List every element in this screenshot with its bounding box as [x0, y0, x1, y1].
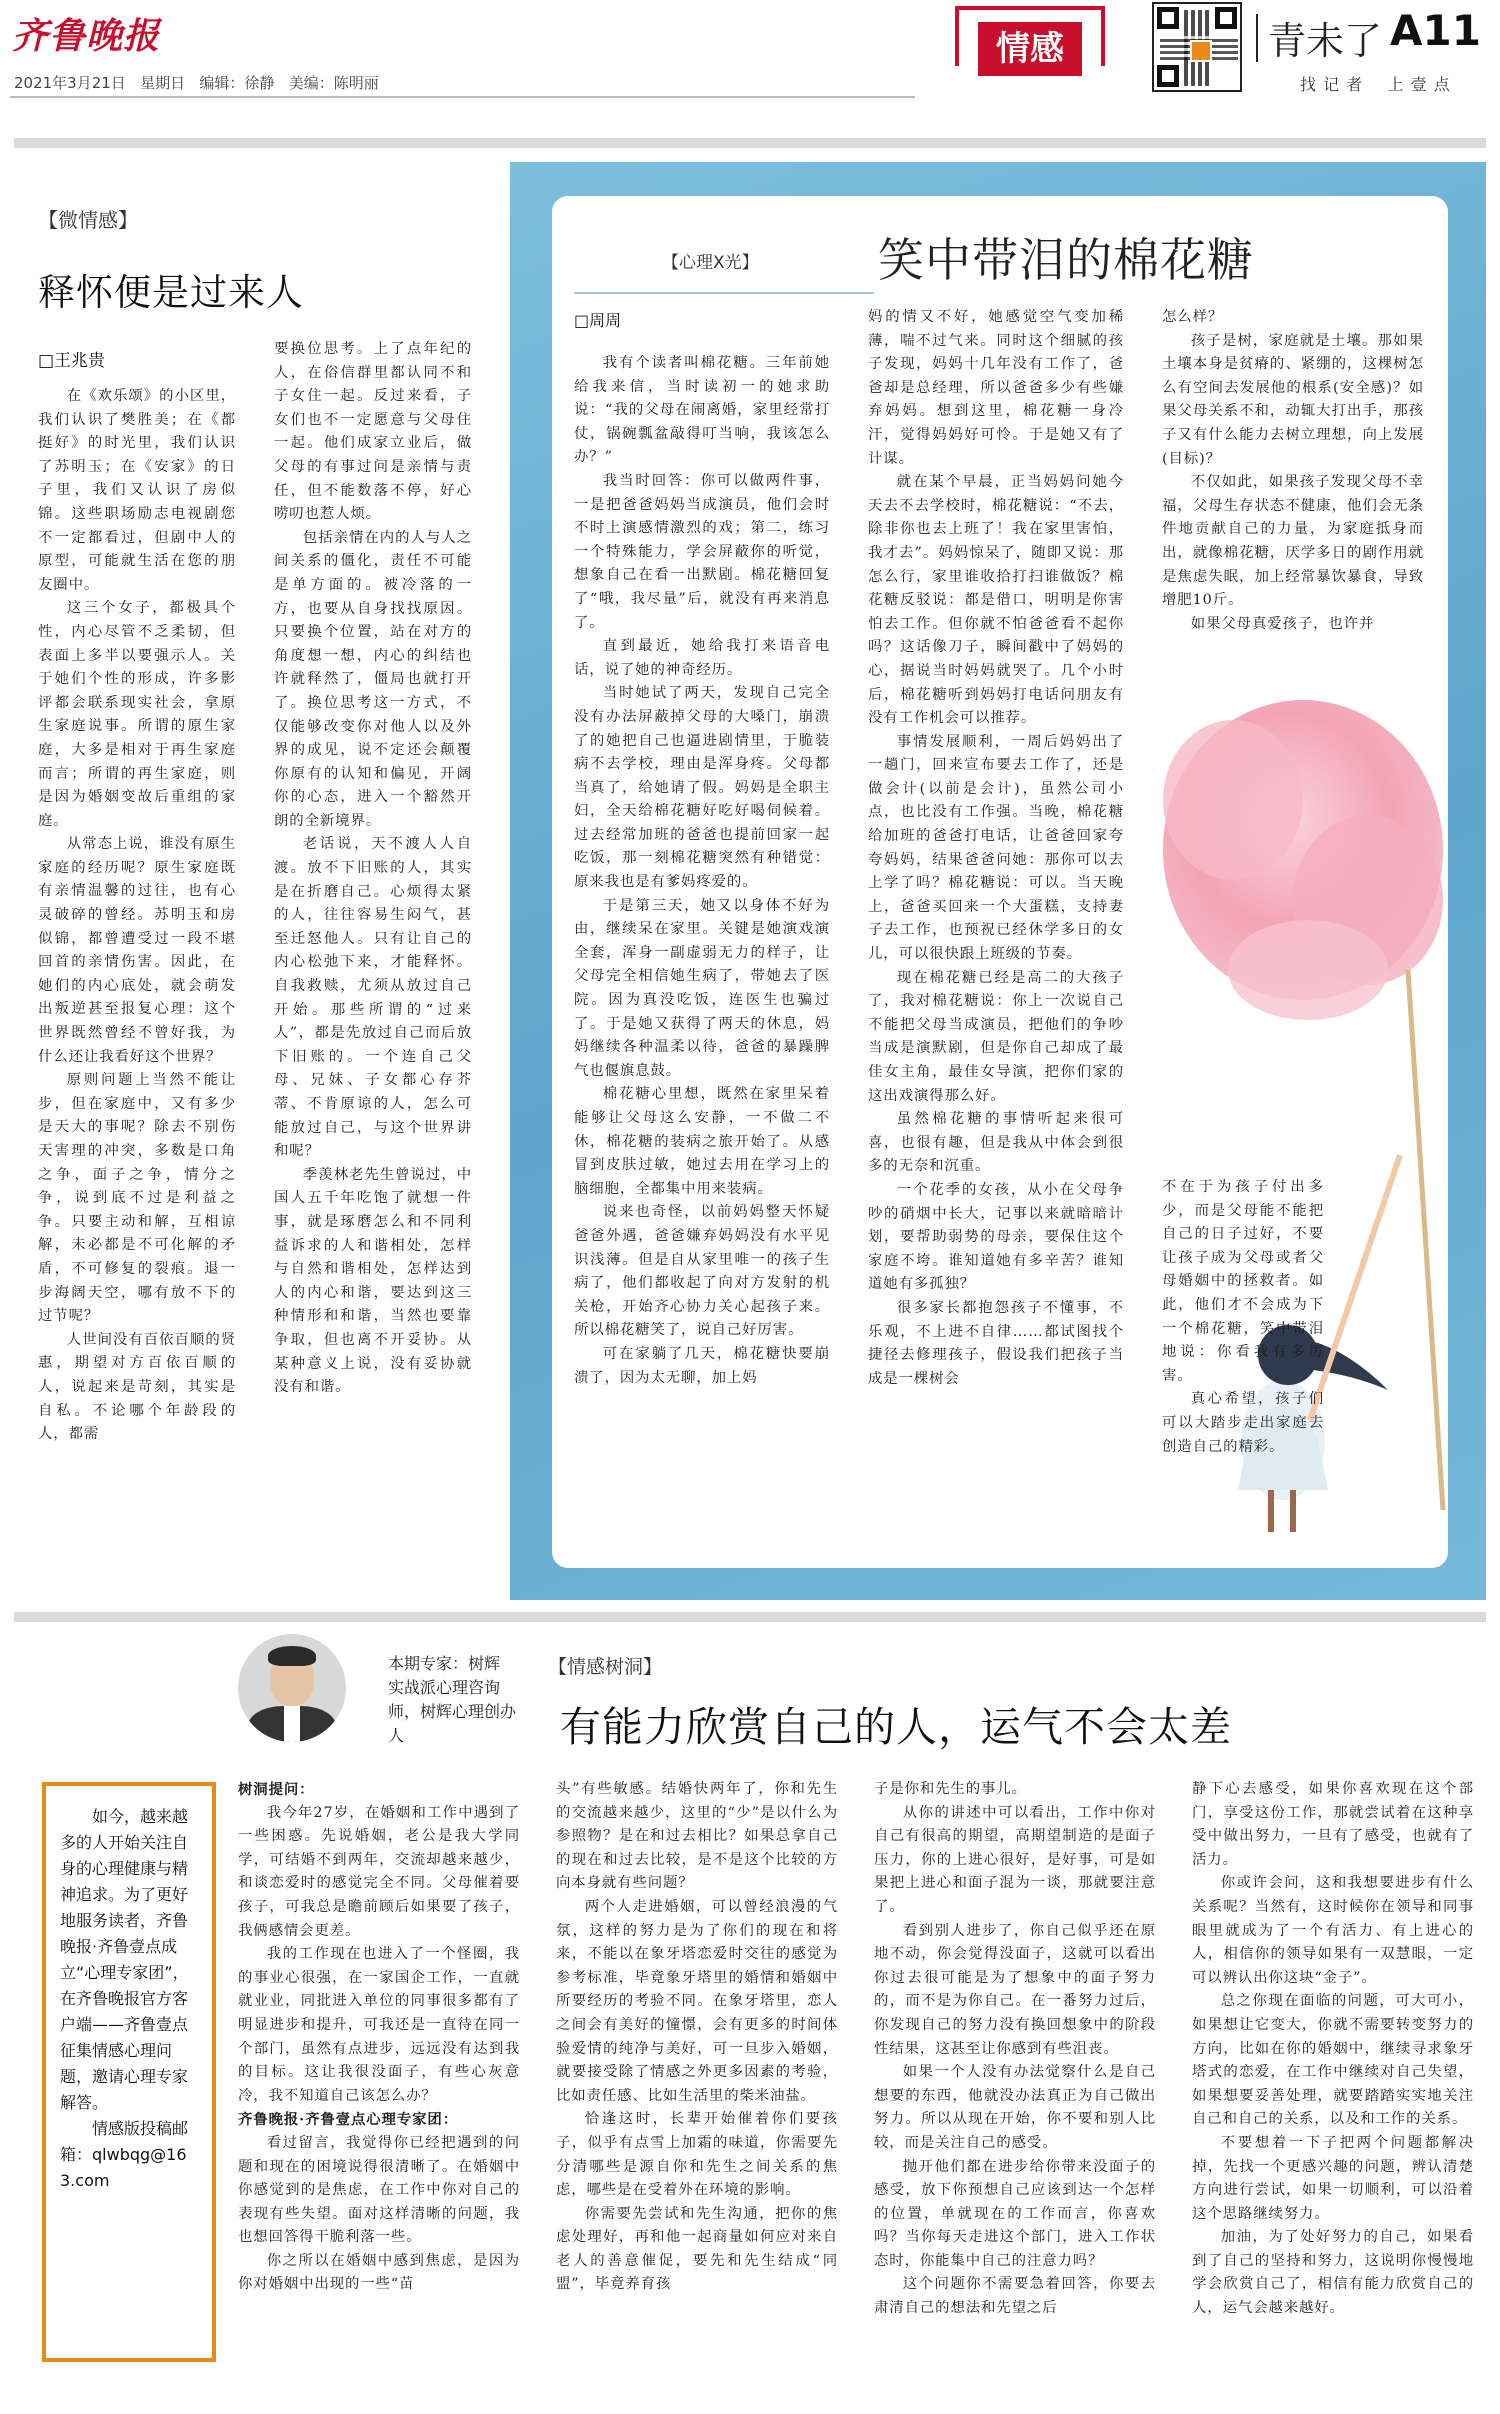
sidebar-text: 如今，越来越多的人开始关注自身的心理健康与精神追求。为了更好地服务读者，齐鲁晚报·齐鲁壹点成立“心理专家团”，在齐鲁晚报官方客户端——齐鲁壹点征集情感心理问题，邀请心理专家解答。 情感版投稿邮箱：qlwbqg@163.com	[60, 1807, 189, 2190]
feature-title-underline	[574, 292, 874, 294]
paragraph: 季羡林老先生曾说过，中国人五千年吃饱了就想一件事，就是琢磨怎么和不同利益诉求的人和谐相处，怎样与自然和谐相处，怎样达到人的内心和谐，要达到这三种情形和和谐，当然也要靠争取，但也离不开妥协。从某种意义上说，没有妥协就没有和谐。	[274, 1166, 472, 1396]
header-vertical-rule	[1256, 14, 1258, 62]
paragraph: 我有个读者叫棉花糖。三年前她给我来信，当时读初一的她求助说：“我的父母在闹离婚，家里经常打仗，锅碗瓢盆敲得叮当响，我该怎么办？”	[574, 355, 830, 466]
top-band	[14, 138, 1486, 148]
paragraph: 你之所以在婚姻中感到焦虑，是因为你对婚姻中出现的一些“苗	[238, 2252, 520, 2293]
paragraph: 虽然棉花糖的事情听起来很可喜，也很有趣，但是我从中体会到很多的无奈和沉重。	[868, 1111, 1124, 1175]
qr-finder	[1157, 65, 1179, 87]
feature-author: □周周	[574, 311, 622, 330]
candy-stick	[1408, 970, 1443, 1510]
paragraph: 加油，为了处好努力的自己，如果看到了自己的坚持和努力，这说明你慢慢地学会欣赏自己了，相信有能力欣赏自己的人，运气会越来越好。	[1192, 2229, 1474, 2317]
paragraph: 子是你和先生的事儿。	[874, 1781, 1027, 1797]
left-article-tag: 【微情感】	[38, 208, 138, 232]
qa-col2	[556, 1778, 838, 2297]
paragraph: 说来也奇怪，以前妈妈整天怀疑爸爸外遇，爸爸嫌弃妈妈没有水平见识浅薄。但是自从家里唯一的孩子生病了，他们都收起了向对方发射的机关枪，开始齐心协力关心起孩子来。所以棉花糖笑了，说自己好厉害。	[574, 1204, 830, 1339]
paragraph: 这个问题你不需要急着回答，你要去肃清自己的想法和先望之后	[874, 2276, 1156, 2317]
paragraph: 老话说，天不渡人人自渡。放不下旧账的人，其实是在折磨自己。心烦得太紧的人，往往容易生闷气，甚至迁怒他人。只有让自己的内心松弛下来，才能释怀。自我救赎，尤须从放过自己开始。那些所谓的“过来人”，都是先放过自己而后放下旧账的。一个连自己父母、兄妹、子女都心存芥蒂、不肯原谅的人，怎么可能放过自己，与这个世界讲和呢？	[274, 836, 472, 1160]
paragraph: 我当时回答：你可以做两件事，一是把爸爸妈妈当成演员，他们会时不时上演感情激烈的戏；第二，练习一个特殊能力，学会屏蔽你的听觉，想象自己在看一出默剧。棉花糖回复了“哦，我尽量”后，就没有再来消息了。	[574, 472, 830, 631]
feature-col3-top	[1162, 306, 1424, 636]
paragraph: 看过留言，我觉得你已经把遇到的问题和现在的困境说得很清晰了。在婚姻中你感觉到的是焦虑，在工作中你对自己的表现有些失望。面对这样清晰的问题，我也想回答得干脆利落一些。	[238, 2134, 520, 2246]
avatar-shirt	[284, 1706, 300, 1742]
paragraph: 我的工作现在也进入了一个怪圈，我的事业心很强，在一家国企工作，一直就就业业，同批进入单位的同事很多都有了明显进步和提升，可我还是一直待在同一个部门，虽然有点进步，远远没有达到我的目标。这让我很没面子，有些心灰意冷，我不知道自己该怎么办？	[238, 1946, 520, 2104]
paragraph: 可在家躺了几天，棉花糖快要崩溃了，因为太无聊，加上妈	[574, 1345, 830, 1386]
feature-tag: 【心理X光】	[662, 253, 759, 273]
feature-col1	[574, 352, 830, 1390]
paragraph: 你或许会问，这和我想要进步有什么关系呢？当然有，这时候你在领导和同事眼里就成为了一个有活力、有上进心的人，相信你的领导如果有一双慧眼，一定可以辨认出你这块“金子”。	[1192, 1875, 1474, 1986]
paragraph: 不在于为孩子付出多少，而是父母能不能把自己的日子过好，不要让孩子成为父母或者父母婚姻中的拯救者。如此，他们才不会成为下一个棉花糖，笑中带泪地说：你看我有多厉害。	[1162, 1179, 1324, 1384]
masthead	[0, 0, 1500, 140]
tagline: 找 记 者 上 壹 点	[1300, 75, 1451, 94]
paragraph: 如果一个人没有办法觉察什么是自己想要的东西，他就没办法真正为自己做出努力。所以从现在开始，你不要和别人比较，而是关注自己的感受。	[874, 2064, 1156, 2151]
page-number: A11	[1390, 6, 1481, 55]
paragraph: 抛开他们都在进步给你带来没面子的感受，放下你预想自己应该到达一个怎样的位置，单就现在的工作而言，你喜欢吗？当你每天走进这个部门，进入工作状态时，你能集中自己的注意力吗？	[874, 2158, 1156, 2269]
paragraph: 我今年27岁，在婚姻和工作中遇到了一些困惑。先说婚姻，老公是我大学同学，可结婚不到两年，交流却越来越少，和谈恋爱时的感觉完全不同。父母催着要孩子，可我总是瞻前顾后如果要了孩子，我俩感情会更差。	[238, 1804, 520, 1939]
qr-finder	[1215, 7, 1237, 29]
section-title: 青未了	[1268, 19, 1383, 63]
avatar-hair	[268, 1646, 316, 1666]
question-label: 树洞提问：	[238, 1781, 315, 1798]
paragraph: 事情发展顺利，一周后妈妈出了一趟门，回来宣布要去工作了，还是做会计(以前是会计)，虽然公司小点，也比没有工作强。当晚，棉花糖给加班的爸爸打电话，让爸爸回家夸夸妈妈，结果爸爸问她：那你可以去上学了吗？棉花糖说：可以。当天晚上，爸爸买回来一个大蛋糕，支持妻子去工作，也预祝已经休学多日的女儿，可以很快跟上班级的节奏。	[868, 733, 1124, 963]
date-line: 2021年3月21日 星期日 编辑：徐静 美编：陈明丽	[14, 74, 379, 92]
paragraph: 怎么样？	[1162, 309, 1224, 325]
paragraph: 两个人走进婚姻，可以曾经浪漫的气氛，这样的努力是为了你们的现在和将来，不能以在象牙塔恋爱时交往的感觉为参考标准，毕竟象牙塔里的婚情和婚姻中所要经历的考验不同。在象牙塔里，恋人之间会有美好的憧憬，会有更多的时间体验爱情的纯净与美好，可一旦步入婚姻，就要接受除了情感之外更多因素的考验，比如责任感、比如生活里的柴米油盐。	[556, 1898, 838, 2104]
answer-label: 齐鲁晚报·齐鲁壹点心理专家团：	[238, 2111, 458, 2129]
qa-band	[14, 1612, 1486, 1622]
paragraph: 棉花糖心里想，既然在家里呆着能够让父母这么安静，一不做二不休，棉花糖的装病之旅开始了。从感冒到皮肤过敏，她过去用在学习上的脑细胞，全都集中用来装病。	[574, 1086, 830, 1197]
paragraph: 看到别人进步了，你自己似乎还在原地不动，你会觉得没面子，这就可以看出你过去很可能是为了想象中的面子努力的，而不是为你自己。在一番努力过后，你发现自己的努力没有换回想象中的阶段性结果，这甚至让你感到有些沮丧。	[874, 1922, 1156, 2057]
qa-col4	[1192, 1778, 1474, 2321]
qr-logo	[1190, 40, 1212, 62]
paragraph: 不仅如此，如果孩子发现父母不幸福，父母生存状态不健康，他们会无条件地贡献自己的力量，为家庭抵身而出，就像棉花糖，厌学多日的剧作用就是焦虑失眠，加上经常暴饮暴食，导致增肥10斤。	[1162, 474, 1424, 609]
left-article-author: □王兆贵	[38, 351, 106, 371]
feature-col2	[868, 306, 1124, 1391]
paragraph: 就在某个早晨，正当妈妈问她今天去不去学校时，棉花糖说：“不去，除非你也去上班了！我在家里害怕，我才去”。妈妈惊呆了，随即又说：那怎么行，家里谁收拾打扫谁做饭？棉花糖反驳说：都是借口，明明是你害怕去工作。但你就不怕爸爸看不起你吗？这话像刀子，瞬间戳中了妈妈的心，据说当时妈妈就哭了。几个小时后，棉花糖听到妈妈打电话问朋友有没有工作机会可以推荐。	[868, 474, 1124, 727]
qa-sidebar	[42, 1782, 216, 2362]
paragraph: 从常态上说，谁没有原生家庭的经历呢？原生家庭既有亲情温馨的过往，也有心灵破碎的曾经。苏明玉和房似锦，都曾遭受过一段不堪回首的亲情伤害。因此，在她们的内心底处，就会萌发出叛逆甚至报复心理：这个世界既然曾经不曾好我，为什么还让我看好这个世界？	[38, 836, 236, 1065]
paragraph: 原则问题上当然不能让步，但在家庭中，又有多少是天大的事呢？除去不别伤天害理的冲突，多数是口角之争，面子之争，情分之争，说到底不过是利益之争。只要主动和解，互相谅解，未必都是不可化解的矛盾，不可修复的裂痕。退一步海阔天空，哪有放不下的过节呢？	[38, 1072, 236, 1325]
newspaper-logo: 齐鲁晚报	[12, 15, 161, 57]
left-article-title: 释怀便是过来人	[38, 271, 304, 314]
paragraph: 你需要先尝试和先生沟通，把你的焦虑处理好，再和他一起商量如何应对来自老人的善意催促，要先和先生结成“同盟”，毕竟养育孩	[556, 2205, 838, 2293]
section-tab: 情感	[978, 22, 1082, 76]
qr-code	[1152, 2, 1242, 92]
qr-finder	[1157, 7, 1179, 29]
paragraph: 当时她试了两天，发现自己完全没有办法屏蔽掉父母的大嗓门，崩溃了的她把自己也逼进剧情里，于脆装病不去学校，理由是浑身疼。父母都当真了，给她请了假。妈妈是全职主妇，全天给棉花糖好吃好喝伺候着。过去经常加班的爸爸也提前回家一起吃饭，那一刻棉花糖突然有种错觉：原来我也是有爹妈疼爱的。	[574, 685, 830, 891]
paragraph: 从你的讲述中可以看出，工作中你对自己有很高的期望，高期望制造的是面子压力，你的上进心很好，是好事，可是如果把上进心和面子混为一谈，那就要注意了。	[874, 1804, 1156, 1915]
paragraph: 于是第三天，她又以身体不好为由，继续呆在家里。关键是她演戏演全套，浑身一副虚弱无力的样子，让父母完全相信她生病了，带她去了医院。因为真没吃饭，连医生也骗过了。于是她又获得了两天的休息，妈妈继续各种温柔以待，爸爸的暴躁脾气也偃旗息鼓。	[574, 897, 830, 1079]
qa-col3	[874, 1778, 1156, 2321]
paragraph: 现在棉花糖已经是高二的大孩子了，我对棉花糖说：你上一次说自己不能把父母当成演员，把他们的争吵当成是演默剧，但是你自己却成了最佳女主角，最佳女导演，把你们家的这出戏演得那么好。	[868, 969, 1124, 1104]
paragraph: 不要想着一下子把两个问题都解决掉，先找一个更感兴趣的问题，辨认清楚方向进行尝试，如果一切顺利，可以沿着这个思路继续努力。	[1192, 2134, 1474, 2222]
feature-title: 笑中带泪的棉花糖	[878, 233, 1254, 287]
feature-col3-bottom	[1162, 1176, 1324, 1459]
paragraph: 很多家长都抱怨孩子不懂事，不乐观，不上进不自律……都试图找个捷径去修理孩子，假设我们把孩子当成是一棵树会	[868, 1299, 1124, 1387]
paragraph: 如果父母真爱孩子，也许并	[1190, 615, 1375, 632]
qa-col1	[238, 1778, 520, 2297]
cotton-candy-cloud	[1163, 700, 1443, 1020]
left-article-col1	[38, 385, 236, 1447]
paragraph: 包括亲情在内的人与人之间关系的僵化，责任不可能是单方面的。被冷落的一方，也要从自身找找原因。只要换个位置，站在对方的角度想一想，内心的纠结也许就释然了，僵局也就打开了。换位思考这一方式，不仅能够改变你对他人以及外界的成见，说不定还会颠覆你原有的认知和偏见，开阔你的心态，进入一个豁然开朗的全新境界。	[274, 529, 472, 829]
qa-title: 有能力欣赏自己的人，运气不会太差	[560, 1703, 1232, 1751]
paragraph: 要换位思考。上了点年纪的人，在俗信群里都认同不和子女住一起。反过来看，子女们也不一定愿意与父母住一起。他们成家立业后，做父母的有事过问是亲情与责任，但不能数落不停，好心唠叨也惹人烦。	[274, 341, 472, 523]
paragraph: 真心希望，孩子们可以大踏步走出家庭去创造自己的精彩。	[1162, 1391, 1324, 1455]
expert-avatar	[238, 1634, 346, 1742]
paragraph: 头”有些敏感。结婚快两年了，你和先生的交流越来越少，这里的“少”是以什么为参照物？是在和过去相比？如果总拿自己的现在和过去比较，是不是这个比较的方向本身就有些问题？	[556, 1781, 838, 1892]
paragraph: 这三个女子，都极具个性，内心尽管不乏柔韧，但表面上多半以要强示人。关于她们个性的形成，许多影评都会联系现实社会，拿原生家庭说事。所谓的原生家庭，大多是相对于再生家庭而言；所谓的再生家庭，则是因为婚姻变故后重组的家庭。	[38, 600, 236, 829]
paragraph: 静下心去感受，如果你喜欢现在这个部门，享受这份工作，那就尝试着在这种享受中做出努力，一旦有了感受，也就有了活力。	[1192, 1781, 1474, 1868]
paragraph: 总之你现在面临的问题，可大可小，如果想让它变大，你就不需要转变努力的方向，比如在你的婚姻中，继续寻求象牙塔式的恋爱，在工作中继续对自己失望，如果想要妥善处理，就要踏踏实实地关注自己和自己的关系，以及和工作的关系。	[1192, 1993, 1474, 2128]
expert-bio: 本期专家：树辉 实战派心理咨询师，树辉心理创办人	[388, 1654, 517, 1745]
paragraph: 孩子是树，家庭就是土壤。那如果土壤本身是贫瘠的、紧绷的，这棵树怎么有空间去发展他的根系(安全感)？如果父母关系不和，动辄大打出手，那孩子又有什么能力去树立理想，向上发展(目标)？	[1162, 332, 1424, 467]
paragraph: 恰逢这时，长辈开始催着你们要孩子，似乎有点雪上加霜的味道，你需要先分清哪些是源自你和先生之间关系的焦虑，哪些是在受着外在环境的影响。	[556, 2111, 838, 2199]
paragraph: 妈的情又不好，她感觉空气变加稀薄，喘不过气来。同时这个细腻的孩子发现，妈妈十几年没有工作了，爸爸却是总经理，所以爸爸多少有些嫌弃妈妈。想到这里，棉花糖一身冷汗，觉得妈妈好可怜。于是她又有了计谋。	[868, 309, 1124, 467]
left-article-col2	[274, 338, 472, 1400]
paragraph: 直到最近，她给我打来语音电话，说了她的神奇经历。	[574, 638, 830, 678]
paragraph: 在《欢乐颂》的小区里，我们认识了樊胜美；在《都挺好》的时光里，我们认识了苏明玉；在《安家》的日子里，我们又认识了房似锦。这些职场励志电视剧您不一定都看过，但剧中人的原型，可能就生活在您的朋友圈中。	[38, 388, 236, 593]
paragraph: 人世间没有百依百顺的贤惠，期望对方百依百顺的人，说起来是苛刻，其实是自私。不论哪个年龄段的人，都需	[38, 1331, 236, 1443]
qa-tag: 【情感树洞】	[548, 1656, 663, 1678]
header-divider	[10, 96, 915, 98]
paragraph: 一个花季的女孩，从小在父母争吵的硝烟中长大，记事以来就暗暗计划，要帮助弱势的母亲，要保住这个家庭不垮。谁知道她有多辛苦？谁知道她有多孤独？	[868, 1181, 1124, 1293]
